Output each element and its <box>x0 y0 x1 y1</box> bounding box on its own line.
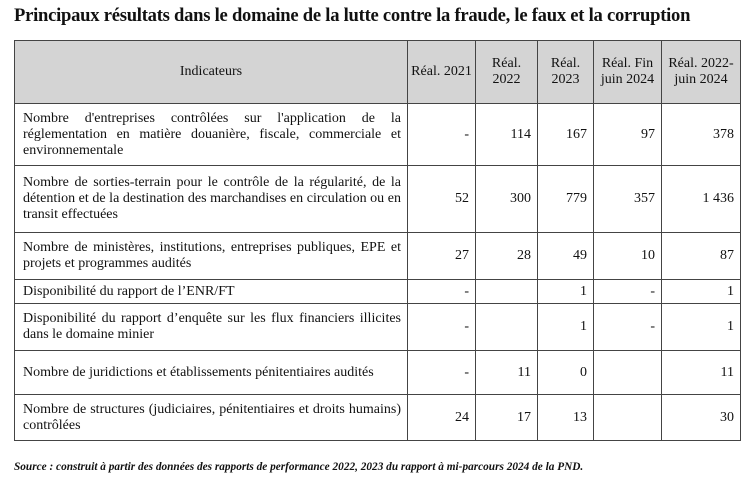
value-cell: - <box>408 104 476 166</box>
header-real-2022-juin-2024: Réal. 2022- juin 2024 <box>662 41 741 104</box>
value-cell: 779 <box>538 166 594 233</box>
value-cell: 357 <box>594 166 662 233</box>
value-cell: - <box>594 304 662 351</box>
value-cell: 52 <box>408 166 476 233</box>
value-cell: 378 <box>662 104 741 166</box>
value-cell <box>476 304 538 351</box>
value-cell: - <box>408 304 476 351</box>
value-cell: 1 <box>538 304 594 351</box>
indicator-cell: Nombre de sorties-terrain pour le contrôle de la régularité, de la détention et de la destination des marchandises en circulation ou en transit effectuées <box>15 166 408 233</box>
value-cell: 27 <box>408 233 476 280</box>
value-cell: 10 <box>594 233 662 280</box>
value-cell: 87 <box>662 233 741 280</box>
value-cell: 11 <box>662 351 741 395</box>
header-real-fin-juin-2024: Réal. Fin juin 2024 <box>594 41 662 104</box>
value-cell: - <box>408 280 476 304</box>
indicator-cell: Disponibilité du rapport de l’ENR/FT <box>15 280 408 304</box>
value-cell: 30 <box>662 395 741 441</box>
indicator-cell: Nombre de ministères, institutions, entreprises publiques, EPE et projets et programmes audités <box>15 233 408 280</box>
results-table <box>14 40 741 441</box>
value-cell <box>594 351 662 395</box>
value-cell: 167 <box>538 104 594 166</box>
indicator-cell: Nombre de structures (judiciaires, pénitentiaires et droits humains) contrôlées <box>15 395 408 441</box>
indicator-cell: Nombre de juridictions et établissements pénitentiaires audités <box>15 351 408 395</box>
value-cell: 0 <box>538 351 594 395</box>
table-row <box>15 351 741 395</box>
table-row <box>15 304 741 351</box>
table-row <box>15 166 741 233</box>
table-title: Principaux résultats dans le domaine de la lutte contre la fraude, le faux et la corruption <box>14 5 691 26</box>
header-indicateurs: Indicateurs <box>15 41 408 104</box>
value-cell: 1 <box>538 280 594 304</box>
value-cell: - <box>408 351 476 395</box>
table-row <box>15 104 741 166</box>
value-cell <box>594 395 662 441</box>
indicator-cell: Nombre d'entreprises contrôlées sur l'application de la réglementation en matière douanière, fiscale, commerciale et environnementale <box>15 104 408 166</box>
header-real-2023: Réal. 2023 <box>538 41 594 104</box>
value-cell: 49 <box>538 233 594 280</box>
value-cell: - <box>594 280 662 304</box>
header-row <box>15 41 741 104</box>
value-cell: 1 <box>662 280 741 304</box>
table-row <box>15 280 741 304</box>
table-row <box>15 233 741 280</box>
value-cell: 28 <box>476 233 538 280</box>
indicator-cell: Disponibilité du rapport d’enquête sur les flux financiers illicites dans le domaine minier <box>15 304 408 351</box>
value-cell: 97 <box>594 104 662 166</box>
value-cell <box>476 280 538 304</box>
value-cell: 17 <box>476 395 538 441</box>
header-real-2021: Réal. 2021 <box>408 41 476 104</box>
table-row <box>15 395 741 441</box>
value-cell: 1 <box>662 304 741 351</box>
value-cell: 300 <box>476 166 538 233</box>
value-cell: 114 <box>476 104 538 166</box>
value-cell: 24 <box>408 395 476 441</box>
source-note: Source : construit à partir des données des rapports de performance 2022, 2023 du rapport à mi-parcours 2024 de la PND. <box>14 461 584 473</box>
value-cell: 13 <box>538 395 594 441</box>
header-real-2022: Réal. 2022 <box>476 41 538 104</box>
value-cell: 1 436 <box>662 166 741 233</box>
value-cell: 11 <box>476 351 538 395</box>
